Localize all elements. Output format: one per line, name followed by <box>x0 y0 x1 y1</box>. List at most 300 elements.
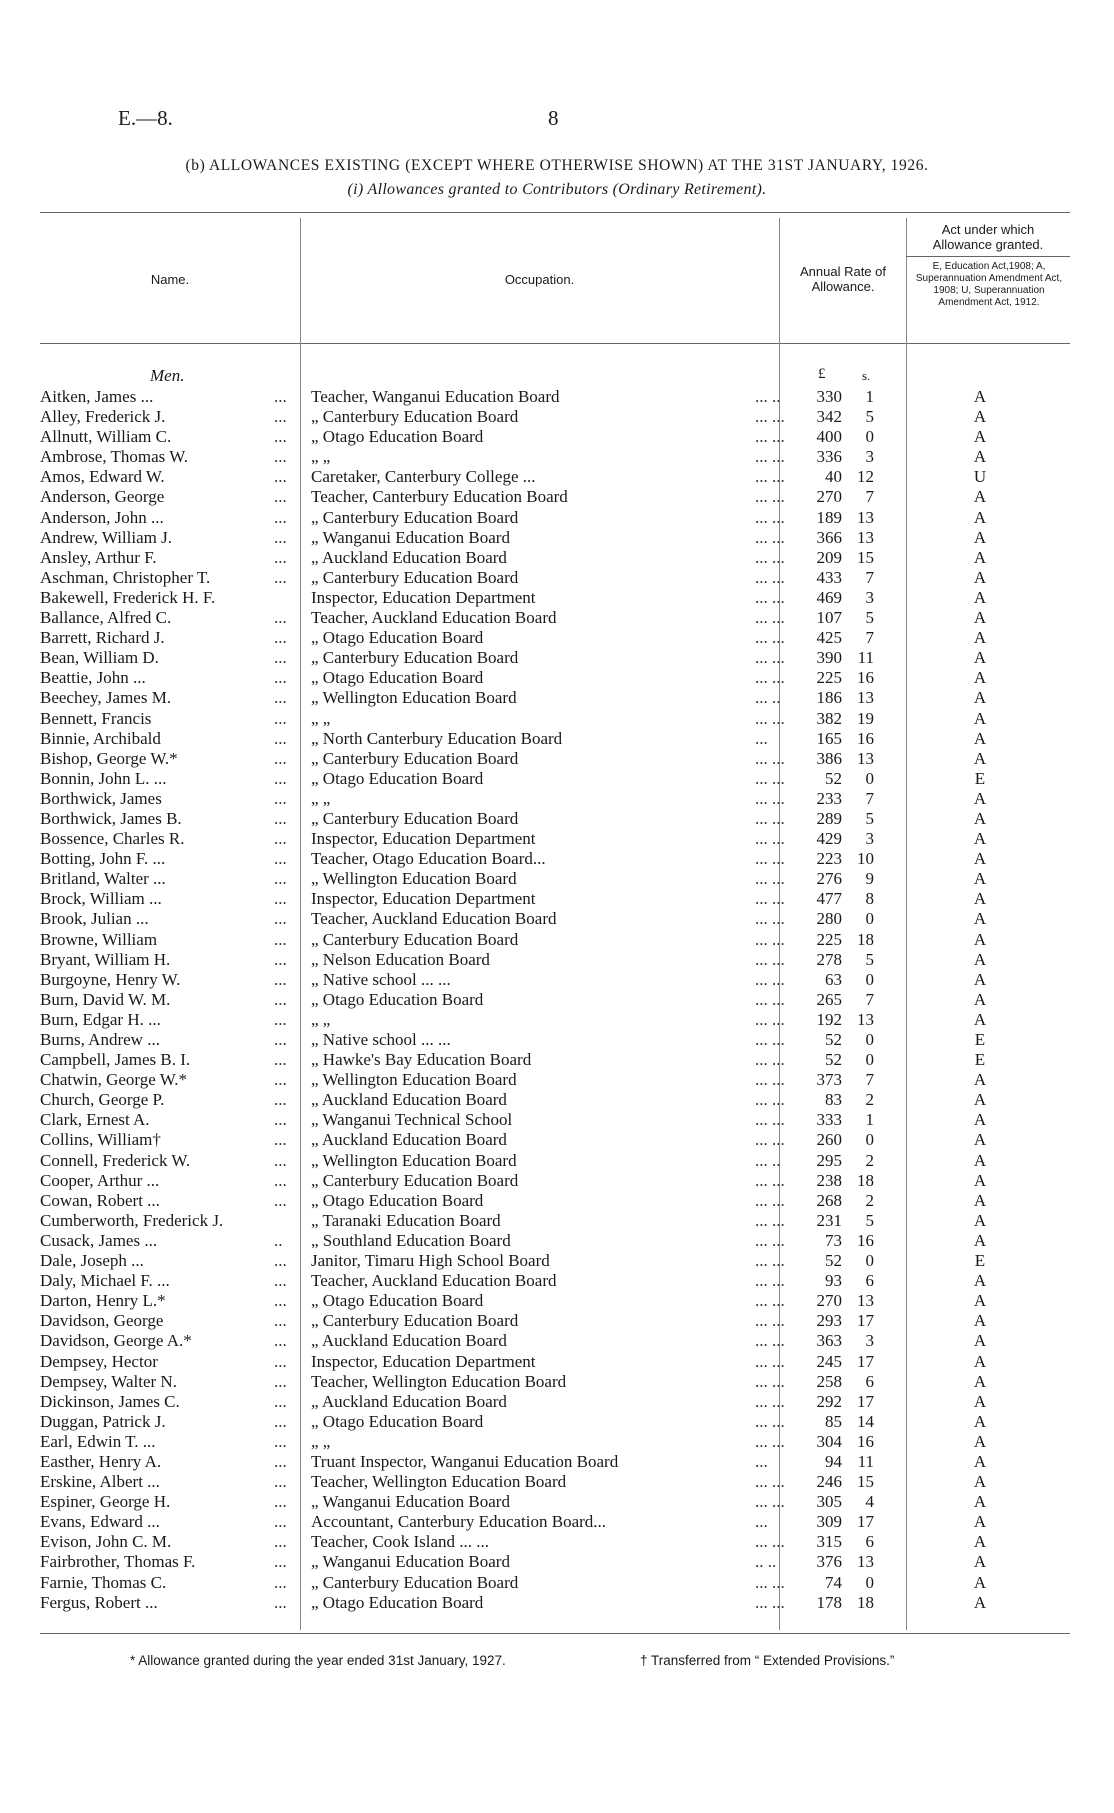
table-row <box>0 829 1114 849</box>
leader-dots: ... <box>274 1391 287 1411</box>
row-shillings: 16 <box>857 1230 874 1250</box>
leader-dots: .. <box>274 1230 283 1250</box>
row-shillings: 13 <box>857 1291 874 1311</box>
row-shillings: 3 <box>865 1331 874 1351</box>
row-name: Ansley, Arthur F. <box>40 547 157 567</box>
leader-dots: ... ... <box>755 949 785 969</box>
row-pounds: 258 <box>816 1371 842 1391</box>
row-name: Daly, Michael F. ... <box>40 1271 170 1291</box>
leader-dots: ... <box>274 608 287 628</box>
leader-dots: ... ... <box>755 989 785 1009</box>
row-pounds: 400 <box>816 427 842 447</box>
leader-dots: ... ... <box>755 1532 785 1552</box>
row-pounds: 245 <box>816 1351 842 1371</box>
row-occupation: „ Wanganui Education Board <box>311 1552 510 1572</box>
row-act: A <box>973 1230 987 1250</box>
row-act: A <box>973 1291 987 1311</box>
column-header-name: Name. <box>150 272 190 287</box>
row-pounds: 94 <box>825 1451 842 1471</box>
row-name: Dale, Joseph ... <box>40 1251 144 1271</box>
row-pounds: 305 <box>816 1492 842 1512</box>
row-occupation: Teacher, Wanganui Education Board <box>311 387 560 406</box>
row-act: A <box>973 507 987 527</box>
table-row <box>0 387 1114 407</box>
row-name: Dempsey, Walter N. <box>40 1371 177 1391</box>
row-occupation: „ Native school ... ... <box>311 969 451 989</box>
row-name: Ballance, Alfred C. <box>40 608 172 628</box>
row-occupation: „ Canterbury Education Board <box>311 748 519 768</box>
table-row <box>0 930 1114 950</box>
row-name: Anderson, John ... <box>40 507 164 527</box>
table-row <box>0 447 1114 467</box>
leader-dots: ... <box>274 969 287 989</box>
row-shillings: 5 <box>865 1210 874 1230</box>
row-pounds: 280 <box>816 909 842 929</box>
row-act: A <box>973 829 987 849</box>
leader-dots: ... <box>755 728 768 748</box>
row-pounds: 373 <box>816 1070 842 1090</box>
row-shillings: 0 <box>865 1030 874 1049</box>
row-pounds: 231 <box>816 1210 842 1230</box>
leader-dots: ... <box>274 829 287 849</box>
table-row <box>0 1211 1114 1231</box>
row-pounds: 390 <box>816 648 842 668</box>
leader-dots: ... ... <box>755 1110 785 1130</box>
row-occupation: „ Otago Education Board <box>311 1190 484 1210</box>
row-shillings: 17 <box>857 1311 874 1331</box>
leader-dots: ... ... <box>755 1331 785 1351</box>
row-shillings: 1 <box>865 1110 874 1130</box>
leader-dots: ... ... <box>755 1271 785 1291</box>
footnote-dagger: † Transferred from “ Extended Provisions.” <box>640 1653 895 1668</box>
row-pounds: 165 <box>816 728 842 748</box>
row-act: A <box>973 1431 987 1451</box>
row-name: Brock, William ... <box>40 889 162 909</box>
row-occupation: „ Taranaki Education Board <box>311 1210 501 1230</box>
leader-dots: ... ... <box>755 1492 785 1512</box>
row-name: Anderson, George <box>40 487 165 507</box>
table-row <box>0 1552 1114 1572</box>
row-act: E <box>974 1251 986 1271</box>
leader-dots: ... ... <box>755 1411 785 1431</box>
row-occupation: „ „ <box>311 1009 331 1029</box>
row-occupation: „ Auckland Education Board <box>311 547 507 567</box>
leader-dots: ... <box>274 1291 287 1311</box>
row-shillings: 10 <box>857 849 874 869</box>
row-act: A <box>973 567 987 587</box>
row-act: A <box>973 869 987 889</box>
leader-dots: ... <box>274 407 287 427</box>
row-name: Davidson, George A.* <box>40 1331 192 1351</box>
row-occupation: „ „ <box>311 447 331 467</box>
row-act: A <box>973 628 987 648</box>
row-shillings: 13 <box>857 527 874 547</box>
row-shillings: 0 <box>865 1130 874 1150</box>
leader-dots: ... .. <box>755 1150 781 1170</box>
table-row <box>0 1512 1114 1532</box>
table-top-rule <box>40 212 1070 213</box>
row-act: A <box>973 969 987 989</box>
table-row <box>0 1050 1114 1070</box>
leader-dots: ... ... <box>755 507 785 527</box>
table-row <box>0 487 1114 507</box>
row-name: Bean, William D. <box>40 648 159 668</box>
leader-dots: ... ... <box>755 1251 785 1271</box>
row-occupation: „ Otago Education Board <box>311 768 484 788</box>
table-row <box>0 528 1114 548</box>
row-pounds: 330 <box>816 387 842 406</box>
leader-dots: ... ... <box>755 1030 785 1049</box>
leader-dots: ... <box>274 527 287 547</box>
row-occupation: „ Otago Education Board <box>311 989 484 1009</box>
row-act: A <box>973 849 987 869</box>
row-occupation: „ Otago Education Board <box>311 1291 484 1311</box>
row-act: A <box>973 1331 987 1351</box>
row-act: A <box>973 909 987 929</box>
row-occupation: „ Otago Education Board <box>311 628 484 648</box>
row-occupation: Inspector, Education Department <box>311 1351 536 1371</box>
table-row <box>0 1030 1114 1050</box>
leader-dots: ... <box>274 1411 287 1431</box>
row-shillings: 11 <box>857 1451 874 1471</box>
row-act: A <box>973 1150 987 1170</box>
row-pounds: 186 <box>816 688 842 708</box>
leader-dots: ... <box>274 1572 287 1592</box>
table-row <box>0 427 1114 447</box>
leader-dots: ... <box>274 929 287 949</box>
leader-dots: ... <box>274 1331 287 1351</box>
row-occupation: Truant Inspector, Wanganui Education Board <box>311 1451 619 1471</box>
table-row <box>0 1432 1114 1452</box>
leader-dots: ... ... <box>755 587 785 607</box>
leader-dots: ... ... <box>755 829 785 849</box>
row-act: A <box>973 668 987 688</box>
row-act: A <box>973 1371 987 1391</box>
row-name: Cumberworth, Frederick J. <box>40 1210 224 1230</box>
table-row <box>0 789 1114 809</box>
leader-dots: ... <box>274 708 287 728</box>
leader-dots: ... ... <box>755 467 785 487</box>
leader-dots: ... <box>274 889 287 909</box>
row-occupation: Teacher, Wellington Education Board <box>311 1371 567 1391</box>
row-act: A <box>973 1311 987 1331</box>
row-occupation: Inspector, Education Department <box>311 587 536 607</box>
row-occupation: „ Southland Education Board <box>311 1230 511 1250</box>
leader-dots: ... <box>274 567 287 587</box>
table-row <box>0 648 1114 668</box>
row-pounds: 260 <box>816 1130 842 1150</box>
row-shillings: 2 <box>865 1090 874 1110</box>
leader-dots: ... <box>274 1090 287 1110</box>
row-shillings: 5 <box>865 808 874 828</box>
leader-dots: ... ... <box>755 668 785 688</box>
row-occupation: „ Canterbury Education Board <box>311 929 519 949</box>
row-shillings: 8 <box>865 889 874 909</box>
table-row <box>0 869 1114 889</box>
row-pounds: 225 <box>816 668 842 688</box>
leader-dots: ... <box>755 1512 768 1532</box>
row-name: Farnie, Thomas C. <box>40 1572 167 1592</box>
row-shillings: 16 <box>857 728 874 748</box>
row-shillings: 13 <box>857 748 874 768</box>
row-shillings: 4 <box>865 1492 874 1512</box>
row-act: A <box>973 547 987 567</box>
leader-dots: ... <box>274 1009 287 1029</box>
row-occupation: Janitor, Timaru High School Board <box>311 1251 550 1271</box>
table-row <box>0 628 1114 648</box>
row-pounds: 382 <box>816 708 842 728</box>
row-name: Fairbrother, Thomas F. <box>40 1552 196 1572</box>
leader-dots: ... <box>274 427 287 447</box>
row-occupation: Inspector, Education Department <box>311 829 536 849</box>
row-name: Burn, Edgar H. ... <box>40 1009 161 1029</box>
row-act: A <box>973 1451 987 1471</box>
row-pounds: 270 <box>816 487 842 507</box>
row-pounds: 429 <box>816 829 842 849</box>
table-row <box>0 608 1114 628</box>
leader-dots: ... <box>274 1451 287 1471</box>
leader-dots: ... <box>274 648 287 668</box>
leader-dots: ... ... <box>755 1009 785 1029</box>
leader-dots: ... <box>274 487 287 507</box>
table-row <box>0 668 1114 688</box>
leader-dots: ... <box>274 748 287 768</box>
row-act: A <box>973 708 987 728</box>
row-shillings: 16 <box>857 668 874 688</box>
leader-dots: ... ... <box>755 447 785 467</box>
row-pounds: 189 <box>816 507 842 527</box>
row-occupation: „ Wellington Education Board <box>311 1150 517 1170</box>
row-pounds: 85 <box>825 1411 842 1431</box>
row-pounds: 289 <box>816 808 842 828</box>
leader-dots: ... ... <box>755 1371 785 1391</box>
row-name: Davidson, George <box>40 1311 164 1331</box>
leader-dots: ... ... <box>755 1311 785 1331</box>
leader-dots: ... <box>274 628 287 648</box>
leader-dots: ... ... <box>755 1050 785 1070</box>
leader-dots: ... ... <box>755 628 785 648</box>
row-act: A <box>973 1351 987 1371</box>
leader-dots: ... <box>274 1150 287 1170</box>
leader-dots: ... <box>274 808 287 828</box>
row-occupation: „ Wellington Education Board <box>311 688 517 708</box>
row-shillings: 14 <box>857 1411 874 1431</box>
table-row <box>0 909 1114 929</box>
row-act: A <box>973 608 987 628</box>
table-bottom-rule <box>40 1633 1070 1634</box>
row-name: Bryant, William H. <box>40 949 171 969</box>
row-name: Andrew, William J. <box>40 527 172 547</box>
row-pounds: 336 <box>816 447 842 467</box>
leader-dots: ... .. <box>755 688 781 708</box>
row-name: Britland, Walter ... <box>40 869 166 889</box>
row-pounds: 238 <box>816 1170 842 1190</box>
row-pounds: 477 <box>816 889 842 909</box>
row-pounds: 265 <box>816 989 842 1009</box>
row-pounds: 363 <box>816 1331 842 1351</box>
row-occupation: „ Canterbury Education Board <box>311 1572 519 1592</box>
row-shillings: 1 <box>865 387 874 406</box>
table-row <box>0 1352 1114 1372</box>
row-name: Binnie, Archibald <box>40 728 161 748</box>
row-occupation: Teacher, Cook Island ... ... <box>311 1532 489 1552</box>
row-name: Browne, William <box>40 929 158 949</box>
row-pounds: 376 <box>816 1552 842 1572</box>
row-shillings: 7 <box>865 487 874 507</box>
table-row <box>0 1151 1114 1171</box>
row-pounds: 278 <box>816 949 842 969</box>
row-shillings: 7 <box>865 1070 874 1090</box>
row-act: A <box>973 929 987 949</box>
row-shillings: 6 <box>865 1532 874 1552</box>
leader-dots: ... <box>274 1271 287 1291</box>
row-name: Borthwick, James B. <box>40 808 182 828</box>
table-row <box>0 1311 1114 1331</box>
row-pounds: 63 <box>825 969 842 989</box>
leader-dots: ... <box>755 1451 768 1471</box>
table-row <box>0 1110 1114 1130</box>
row-name: Fergus, Robert ... <box>40 1592 158 1612</box>
row-act: A <box>973 1492 987 1512</box>
leader-dots: ... ... <box>755 1472 785 1492</box>
row-act: A <box>973 1592 987 1612</box>
row-occupation: „ „ <box>311 1431 331 1451</box>
row-occupation: „ Wellington Education Board <box>311 1070 517 1090</box>
leader-dots: ... ... <box>755 869 785 889</box>
row-act: E <box>974 1030 986 1049</box>
leader-dots: ... <box>274 467 287 487</box>
row-occupation: „ Canterbury Education Board <box>311 808 519 828</box>
row-act: A <box>973 427 987 447</box>
row-occupation: „ Canterbury Education Board <box>311 648 519 668</box>
row-shillings: 13 <box>857 1552 874 1572</box>
row-pounds: 425 <box>816 628 842 648</box>
table-row <box>0 1130 1114 1150</box>
row-shillings: 15 <box>857 547 874 567</box>
row-shillings: 3 <box>865 587 874 607</box>
row-name: Evison, John C. M. <box>40 1532 172 1552</box>
row-shillings: 2 <box>865 1150 874 1170</box>
leader-dots: ... <box>274 1170 287 1190</box>
row-pounds: 386 <box>816 748 842 768</box>
table-row <box>0 1231 1114 1251</box>
row-shillings: 12 <box>857 467 874 487</box>
row-pounds: 295 <box>816 1150 842 1170</box>
row-name: Clark, Ernest A. <box>40 1110 150 1130</box>
table-row <box>0 588 1114 608</box>
row-act: A <box>973 1271 987 1291</box>
leader-dots: ... .. <box>755 387 781 406</box>
row-name: Earl, Edwin T. ... <box>40 1431 156 1451</box>
row-act: A <box>973 1512 987 1532</box>
row-act: A <box>973 487 987 507</box>
act-legend: E, Education Act,1908; A, Superannuation Amendment Act, 1908; U, Superannuation Amendment Act, 1912. <box>915 261 1063 308</box>
table-row <box>0 1171 1114 1191</box>
leader-dots: ... <box>274 909 287 929</box>
table-row <box>0 970 1114 990</box>
row-pounds: 73 <box>825 1230 842 1250</box>
row-name: Darton, Henry L.* <box>40 1291 166 1311</box>
table-row <box>0 1191 1114 1211</box>
row-act: A <box>973 1190 987 1210</box>
unit-pounds: £ <box>818 366 826 382</box>
leader-dots: ... ... <box>755 889 785 909</box>
row-pounds: 333 <box>816 1110 842 1130</box>
row-act: A <box>973 1210 987 1230</box>
row-name: Beechey, James M. <box>40 688 172 708</box>
table-row <box>0 1251 1114 1271</box>
page-number: 8 <box>548 106 559 130</box>
row-pounds: 93 <box>825 1271 842 1291</box>
row-shillings: 17 <box>857 1512 874 1532</box>
row-occupation: Teacher, Canterbury Education Board <box>311 487 568 507</box>
table-row <box>0 769 1114 789</box>
subsection-title: (i) Allowances granted to Contributors (Ordinary Retirement). <box>347 181 767 198</box>
row-shillings: 0 <box>865 909 874 929</box>
row-name: Beattie, John ... <box>40 668 146 688</box>
leader-dots: ... ... <box>755 1170 785 1190</box>
table-row <box>0 950 1114 970</box>
row-occupation: „ Canterbury Education Board <box>311 1170 519 1190</box>
row-occupation: „ „ <box>311 708 331 728</box>
row-act: A <box>973 1532 987 1552</box>
row-act: A <box>973 1130 987 1150</box>
row-act: A <box>973 788 987 808</box>
row-act: A <box>973 728 987 748</box>
leader-dots: ... ... <box>755 427 785 447</box>
row-act: E <box>974 768 986 788</box>
table-row <box>0 1070 1114 1090</box>
row-name: Bakewell, Frederick H. F. <box>40 587 216 607</box>
row-occupation: „ Canterbury Education Board <box>311 407 519 427</box>
row-act: A <box>973 527 987 547</box>
row-pounds: 246 <box>816 1472 842 1492</box>
row-pounds: 304 <box>816 1431 842 1451</box>
row-shillings: 0 <box>865 1251 874 1271</box>
row-occupation: Teacher, Auckland Education Board <box>311 1271 557 1291</box>
row-name: Cusack, James ... <box>40 1230 158 1250</box>
row-shillings: 16 <box>857 1431 874 1451</box>
column-header-occupation: Occupation. <box>504 272 575 287</box>
leader-dots: ... ... <box>755 1210 785 1230</box>
row-name: Borthwick, James <box>40 788 162 808</box>
row-occupation: Teacher, Auckland Education Board <box>311 608 557 628</box>
row-name: Burns, Andrew ... <box>40 1030 160 1049</box>
row-occupation: „ Auckland Education Board <box>311 1090 507 1110</box>
leader-dots: ... <box>274 768 287 788</box>
leader-dots: ... <box>274 949 287 969</box>
row-occupation: Caretaker, Canterbury College ... <box>311 467 536 487</box>
row-shillings: 13 <box>857 688 874 708</box>
table-row <box>0 1331 1114 1351</box>
row-act: A <box>973 748 987 768</box>
table-row <box>0 1090 1114 1110</box>
row-name: Botting, John F. ... <box>40 849 166 869</box>
row-pounds: 52 <box>825 1251 842 1271</box>
row-name: Burn, David W. M. <box>40 989 171 1009</box>
row-pounds: 223 <box>816 849 842 869</box>
leader-dots: ... <box>274 547 287 567</box>
row-shillings: 19 <box>857 708 874 728</box>
row-name: Barrett, Richard J. <box>40 628 165 648</box>
leader-dots: ... <box>274 1472 287 1492</box>
leader-dots: ... ... <box>755 407 785 427</box>
leader-dots: ... <box>274 1251 287 1271</box>
row-name: Dickinson, James C. <box>40 1391 180 1411</box>
row-shillings: 7 <box>865 989 874 1009</box>
row-shillings: 6 <box>865 1371 874 1391</box>
row-pounds: 52 <box>825 1030 842 1049</box>
